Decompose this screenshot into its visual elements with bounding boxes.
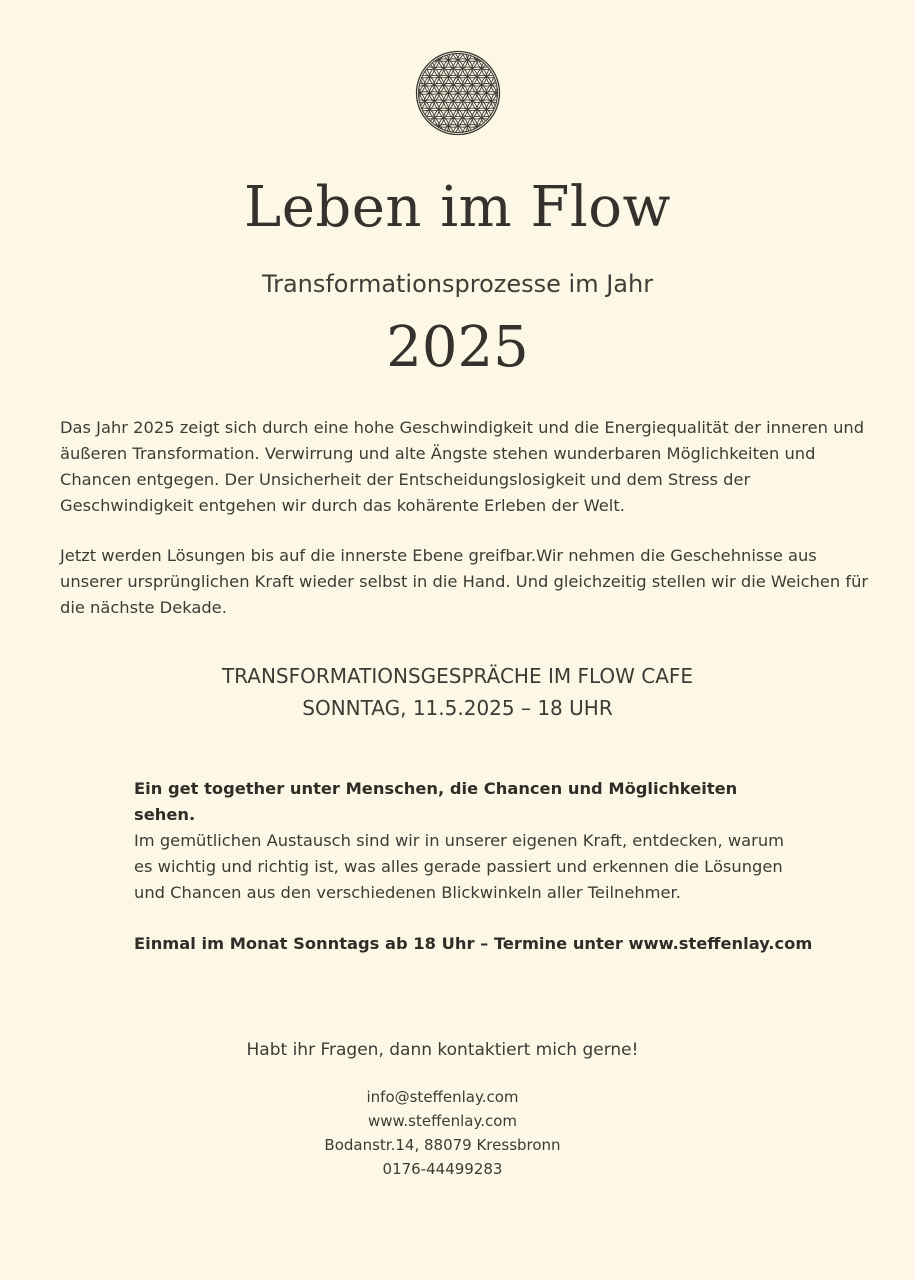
event-heading (0, 660, 915, 724)
flower-of-life-icon (415, 50, 501, 136)
contact-address: Bodanstr.14, 88079 Kressbronn (324, 1136, 561, 1154)
year-heading: 2025 (386, 315, 529, 380)
contact-website[interactable]: www.steffenlay.com (367, 1112, 518, 1130)
contact-phone: 0176-44499283 (382, 1160, 503, 1178)
schedule-note: Einmal im Monat Sonntags ab 18 Uhr – Termine unter www.steffenlay.com (134, 934, 813, 953)
event-description (134, 776, 794, 906)
event-body: Im gemütlichen Austausch sind wir in unserer eigenen Kraft, entdecken, warum es wichtig und richtig ist, was alles gerade passiert und erkennen die Lösungen und Chancen aus den verschiedenen Blickwinkeln aller Teilnehmer. (134, 831, 785, 902)
contact-question: Habt ihr Fragen, dann kontaktiert mich gerne! (246, 1040, 639, 1060)
intro-paragraph-1: Das Jahr 2025 zeigt sich durch eine hohe Geschwindigkeit und die Energiequalität der inneren und äußeren Transformation. Verwirrung und alte Ängste stehen wunderbaren Möglichkeiten und Chancen entgegen. Der Unsicherheit der Entscheidungslosigkeit und dem Stress der Geschwindigkeit entgehen wir durch das kohärente Erleben der Welt. (60, 418, 865, 515)
event-date: SONNTAG, 11.5.2025 – 18 UHR (302, 696, 613, 720)
intro-paragraph-2: Jetzt werden Lösungen bis auf die innerste Ebene greifbar.Wir nehmen die Geschehnisse aus unserer ursprünglichen Kraft wieder selbst in die Hand. Und gleichzeitig stellen wir die Weichen für die nächste Dekade. (60, 546, 869, 617)
contact-email[interactable]: info@steffenlay.com (366, 1088, 519, 1106)
event-title: TRANSFORMATIONSGESPRÄCHE IM FLOW CAFE (221, 664, 694, 688)
contact-block (0, 1085, 885, 1181)
page-subtitle: Transformationsprozesse im Jahr (261, 270, 654, 298)
logo (415, 50, 501, 136)
event-lead: Ein get together unter Menschen, die Chancen und Möglichkeiten sehen. (134, 779, 738, 824)
page-title: Leben im Flow (244, 175, 671, 240)
